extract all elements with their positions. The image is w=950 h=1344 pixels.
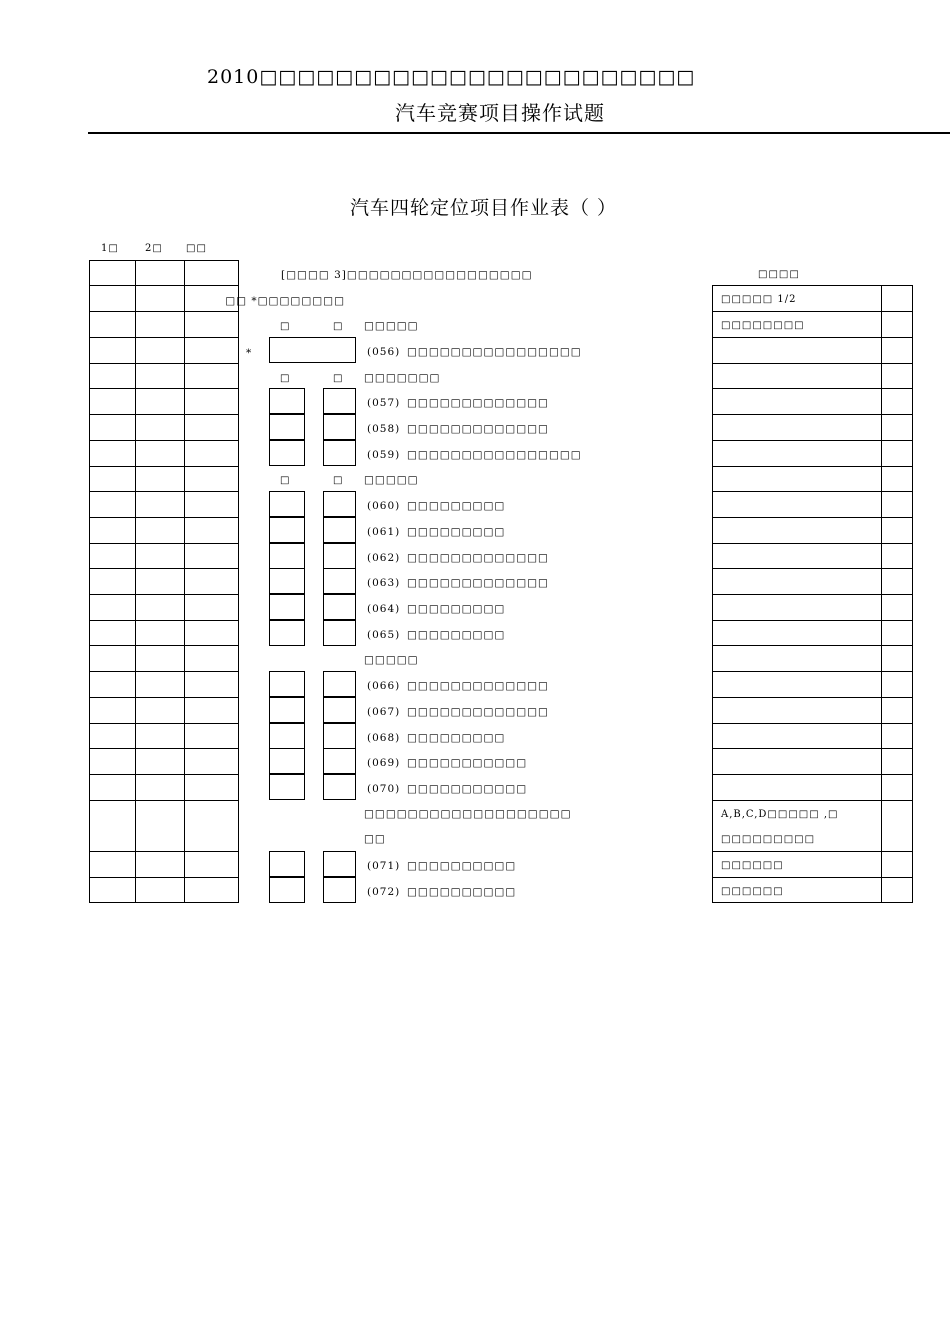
right-grid-note-cell <box>712 388 882 415</box>
left-grid-cell[interactable] <box>89 723 136 749</box>
left-grid-cell[interactable] <box>135 723 185 749</box>
check-box-left[interactable] <box>269 440 305 466</box>
left-grid-cell[interactable] <box>89 645 136 672</box>
item-text: □□□□□□□□□□□□□ <box>407 552 549 564</box>
right-grid-score-cell[interactable] <box>881 697 913 724</box>
right-grid-score-cell[interactable] <box>881 748 913 775</box>
right-grid-score-cell[interactable] <box>881 877 913 903</box>
right-grid-score-cell[interactable] <box>881 645 913 672</box>
check-box-left[interactable] <box>269 851 305 877</box>
check-box-left[interactable] <box>269 697 305 723</box>
check-box-left[interactable] <box>269 388 305 414</box>
item-code: (056) <box>367 346 401 358</box>
left-grid-cell[interactable] <box>184 491 239 518</box>
left-grid-cell[interactable] <box>135 337 185 364</box>
left-grid-cell[interactable] <box>135 645 185 672</box>
col-marker-b: □ <box>333 321 344 332</box>
col-marker-a: □ <box>280 373 291 384</box>
left-grid-cell[interactable] <box>89 363 136 389</box>
item-code: (067) <box>367 706 401 718</box>
left-grid-cell[interactable] <box>89 337 136 364</box>
left-grid-cell[interactable] <box>135 851 185 878</box>
left-grid-cell[interactable] <box>184 337 239 364</box>
item-code: (061) <box>367 526 401 538</box>
left-grid-cell[interactable] <box>135 877 185 903</box>
left-grid-cell[interactable] <box>135 594 185 621</box>
item-code: (060) <box>367 500 401 512</box>
item-code: (071) <box>367 860 401 872</box>
left-grid-cell[interactable] <box>89 568 136 595</box>
right-grid-note-cell <box>712 414 882 441</box>
item-code: (070) <box>367 783 401 795</box>
check-box-right[interactable] <box>323 594 356 620</box>
left-grid-cell[interactable] <box>89 877 136 903</box>
left-grid-cell[interactable] <box>184 568 239 595</box>
left-grid-cell[interactable] <box>89 594 136 621</box>
left-grid-cell[interactable] <box>89 285 136 312</box>
left-grid-cell[interactable] <box>135 388 185 415</box>
check-box-right[interactable] <box>323 851 356 877</box>
check-box-left[interactable] <box>269 877 305 903</box>
left-grid-cell[interactable] <box>184 388 239 415</box>
right-grid-note-cell <box>712 774 882 801</box>
left-grid-cell[interactable] <box>89 774 136 801</box>
left-grid-cell[interactable] <box>135 440 185 467</box>
left-grid-cell[interactable] <box>89 491 136 518</box>
check-box-left[interactable] <box>269 568 305 594</box>
check-box-right[interactable] <box>323 620 356 646</box>
left-grid-cell[interactable] <box>89 671 136 698</box>
left-grid-cell[interactable] <box>184 260 239 286</box>
left-grid-cell[interactable] <box>184 594 239 621</box>
section-header: [□□□□ 3]□□□□□□□□□□□□□□□□□ <box>281 269 533 281</box>
item-code: (066) <box>367 680 401 692</box>
right-note-text: □□□□□□ <box>721 886 784 897</box>
right-grid-note-cell <box>712 620 882 646</box>
left-grid-cell[interactable] <box>135 697 185 724</box>
right-grid-score-cell[interactable] <box>881 594 913 621</box>
right-note-text: □□□□□ 1/2 <box>721 294 797 305</box>
check-box-left[interactable] <box>269 620 305 646</box>
item-text: □□□□□□□□□□□ <box>407 783 528 795</box>
right-grid-score-cell[interactable] <box>881 620 913 646</box>
left-grid-cell[interactable] <box>184 363 239 389</box>
left-grid-cell[interactable] <box>89 697 136 724</box>
left-grid-cell[interactable] <box>184 440 239 467</box>
item-code: (069) <box>367 757 401 769</box>
right-grid-score-cell[interactable] <box>881 671 913 698</box>
right-grid-note-cell <box>712 568 882 595</box>
right-grid-score-cell[interactable] <box>881 363 913 389</box>
doc-header-line1: 2010□□□□□□□□□□□□□□□□□□□□□□□ <box>207 66 696 88</box>
left-grid-cell[interactable] <box>135 543 185 569</box>
left-grid-cell[interactable] <box>135 363 185 389</box>
left-grid-cell[interactable] <box>135 285 185 312</box>
left-grid-cell[interactable] <box>135 748 185 775</box>
check-box-left[interactable] <box>269 748 305 774</box>
right-grid-note-cell <box>712 337 882 364</box>
check-box-right[interactable] <box>323 671 356 697</box>
right-grid-score-cell[interactable] <box>881 851 913 878</box>
col-marker-a: □ <box>280 475 291 486</box>
item-code: (065) <box>367 629 401 641</box>
check-box-left[interactable] <box>269 594 305 620</box>
check-box-right[interactable] <box>323 414 356 440</box>
col-marker-a: □ <box>280 321 291 332</box>
right-grid-score-cell[interactable] <box>881 491 913 518</box>
check-box-right[interactable] <box>323 517 356 543</box>
left-grid-cell[interactable] <box>135 517 185 544</box>
left-grid-cell[interactable] <box>135 568 185 595</box>
left-grid-cell[interactable] <box>89 620 136 646</box>
check-box-left[interactable] <box>269 723 305 749</box>
check-box-right[interactable] <box>323 543 356 569</box>
item-text: □□□□□□□□□□□□□ <box>407 423 549 435</box>
right-note-text: □□□□□□□□ <box>721 320 805 331</box>
item-code: (063) <box>367 577 401 589</box>
item-code: (058) <box>367 423 401 435</box>
item-text: □□□□□□□□□□□□□□□□ <box>407 346 582 358</box>
asterisk-mark: * <box>246 347 253 359</box>
left-grid-cell[interactable] <box>184 697 239 724</box>
item-text: □□□□□□□□□□□□□ <box>407 680 549 692</box>
left-grid-cell[interactable] <box>89 543 136 569</box>
group-label: □□□□□□□ <box>364 372 441 384</box>
left-grid-cell[interactable] <box>89 414 136 441</box>
left-grid-cell[interactable] <box>135 491 185 518</box>
left-grid-cell[interactable] <box>89 260 136 286</box>
left-col-1-header: 1□ <box>101 243 119 254</box>
item-code: (062) <box>367 552 401 564</box>
item-code: (059) <box>367 449 401 461</box>
item-text: □□□□□□□□□□□□□ <box>407 577 549 589</box>
item-code: (068) <box>367 732 401 744</box>
check-box-left[interactable] <box>269 671 305 697</box>
left-grid-cell[interactable] <box>184 466 239 492</box>
check-box-right[interactable] <box>323 491 356 517</box>
left-grid-cell[interactable] <box>184 748 239 775</box>
left-grid-cell[interactable] <box>184 800 239 852</box>
group-label-continued: □□ <box>364 833 386 845</box>
left-grid-cell[interactable] <box>184 311 239 338</box>
col-marker-b: □ <box>333 475 344 486</box>
left-grid-cell[interactable] <box>89 517 136 544</box>
left-grid-cell[interactable] <box>184 671 239 698</box>
left-grid-cell[interactable] <box>135 620 185 646</box>
right-grid-note-cell <box>712 466 882 492</box>
item-text: □□□□□□□□□□□□□□□□ <box>407 449 582 461</box>
right-grid-note-cell <box>712 697 882 724</box>
item-code: (057) <box>367 397 401 409</box>
check-box-right[interactable] <box>323 697 356 723</box>
check-box-right[interactable] <box>323 723 356 749</box>
right-grid-note-cell <box>712 594 882 621</box>
left-grid-cell[interactable] <box>135 800 185 852</box>
check-box-left[interactable] <box>269 543 305 569</box>
left-col-3-header: □□ <box>186 243 207 254</box>
right-grid-note-cell <box>712 543 882 569</box>
right-grid-score-cell[interactable] <box>881 337 913 364</box>
input-box-056[interactable] <box>269 337 356 363</box>
item-text: □□□□□□□□□□ <box>407 860 517 872</box>
check-box-left[interactable] <box>269 491 305 517</box>
item-text: □□□□□□□□□□□□□ <box>407 397 549 409</box>
check-box-right[interactable] <box>323 388 356 414</box>
check-box-right[interactable] <box>323 440 356 466</box>
right-note-text: A,B,C,D□□□□□ ,□ <box>721 809 839 820</box>
form-title: 汽车四轮定位项目作业表（ ） <box>350 197 618 219</box>
right-header: □□□□ <box>758 269 800 280</box>
left-grid-cell[interactable] <box>89 388 136 415</box>
item-text: □□□□□□□□□ <box>407 500 506 512</box>
header-rule <box>88 132 950 134</box>
left-grid-cell[interactable] <box>184 620 239 646</box>
left-grid-cell[interactable] <box>135 311 185 338</box>
item-text: □□□□□□□□□□□□□ <box>407 706 549 718</box>
item-text: □□□□□□□□□ <box>407 603 506 615</box>
right-grid-score-cell[interactable] <box>881 543 913 569</box>
left-grid-cell[interactable] <box>89 800 136 852</box>
item-text: □□□□□□□□□ <box>407 526 506 538</box>
item-text: □□□□□□□□□□□ <box>407 757 528 769</box>
check-box-right[interactable] <box>323 774 356 800</box>
left-grid-cell[interactable] <box>135 671 185 698</box>
group-label: □□□□□ <box>364 320 419 332</box>
group-label: □□□□□ <box>364 474 419 486</box>
left-grid-cell[interactable] <box>184 645 239 672</box>
col-marker-b: □ <box>333 373 344 384</box>
left-grid-cell[interactable] <box>135 774 185 801</box>
right-note-text: □□□□□□ <box>721 860 784 871</box>
check-box-left[interactable] <box>269 774 305 800</box>
group-label: □□□□□ <box>364 654 419 666</box>
left-grid-cell[interactable] <box>184 414 239 441</box>
intro-line: □□ *□□□□□□□□ <box>225 295 345 307</box>
right-note-text: □□□□□□□□□ <box>721 834 816 845</box>
item-text: □□□□□□□□□ <box>407 732 506 744</box>
check-box-right[interactable] <box>323 568 356 594</box>
item-code: (072) <box>367 886 401 898</box>
right-grid-note-cell <box>712 645 882 672</box>
left-grid-cell[interactable] <box>135 466 185 492</box>
right-grid-score-cell[interactable] <box>881 723 913 749</box>
left-col-2-header: 2□ <box>145 243 163 254</box>
left-grid-cell[interactable] <box>89 440 136 467</box>
right-grid-score-cell[interactable] <box>881 440 913 467</box>
check-box-left[interactable] <box>269 414 305 440</box>
right-grid-score-cell[interactable] <box>881 388 913 415</box>
left-grid-cell[interactable] <box>89 851 136 878</box>
right-grid-note-cell <box>712 671 882 698</box>
right-grid-score-cell[interactable] <box>881 466 913 492</box>
right-grid-note-cell <box>712 748 882 775</box>
check-box-right[interactable] <box>323 748 356 774</box>
left-grid-cell[interactable] <box>184 774 239 801</box>
left-grid-cell[interactable] <box>184 723 239 749</box>
right-grid-score-cell[interactable] <box>881 568 913 595</box>
right-grid-score-cell[interactable] <box>881 414 913 441</box>
doc-header-line2: 汽车竞赛项目操作试题 <box>395 101 605 125</box>
right-grid-note-cell <box>712 517 882 544</box>
left-grid-cell[interactable] <box>89 311 136 338</box>
left-grid-cell[interactable] <box>184 543 239 569</box>
right-grid-score-cell[interactable] <box>881 774 913 801</box>
item-text: □□□□□□□□□ <box>407 629 506 641</box>
right-grid-score-cell[interactable] <box>881 311 913 338</box>
right-grid-note-cell <box>712 440 882 467</box>
right-grid-note-cell <box>712 363 882 389</box>
left-grid-cell[interactable] <box>89 748 136 775</box>
left-grid-cell[interactable] <box>184 517 239 544</box>
left-grid-cell[interactable] <box>135 260 185 286</box>
left-grid-cell[interactable] <box>135 414 185 441</box>
left-grid-cell[interactable] <box>184 851 239 878</box>
left-grid-cell[interactable] <box>89 466 136 492</box>
right-grid-note-cell <box>712 723 882 749</box>
item-code: (064) <box>367 603 401 615</box>
right-grid-score-cell[interactable] <box>881 285 913 312</box>
right-grid-score-cell[interactable] <box>881 800 913 852</box>
item-text: □□□□□□□□□□ <box>407 886 517 898</box>
group-label: □□□□□□□□□□□□□□□□□□□ <box>364 808 572 820</box>
right-grid-note-cell <box>712 491 882 518</box>
check-box-right[interactable] <box>323 877 356 903</box>
check-box-left[interactable] <box>269 517 305 543</box>
left-grid-cell[interactable] <box>184 877 239 903</box>
right-grid-score-cell[interactable] <box>881 517 913 544</box>
